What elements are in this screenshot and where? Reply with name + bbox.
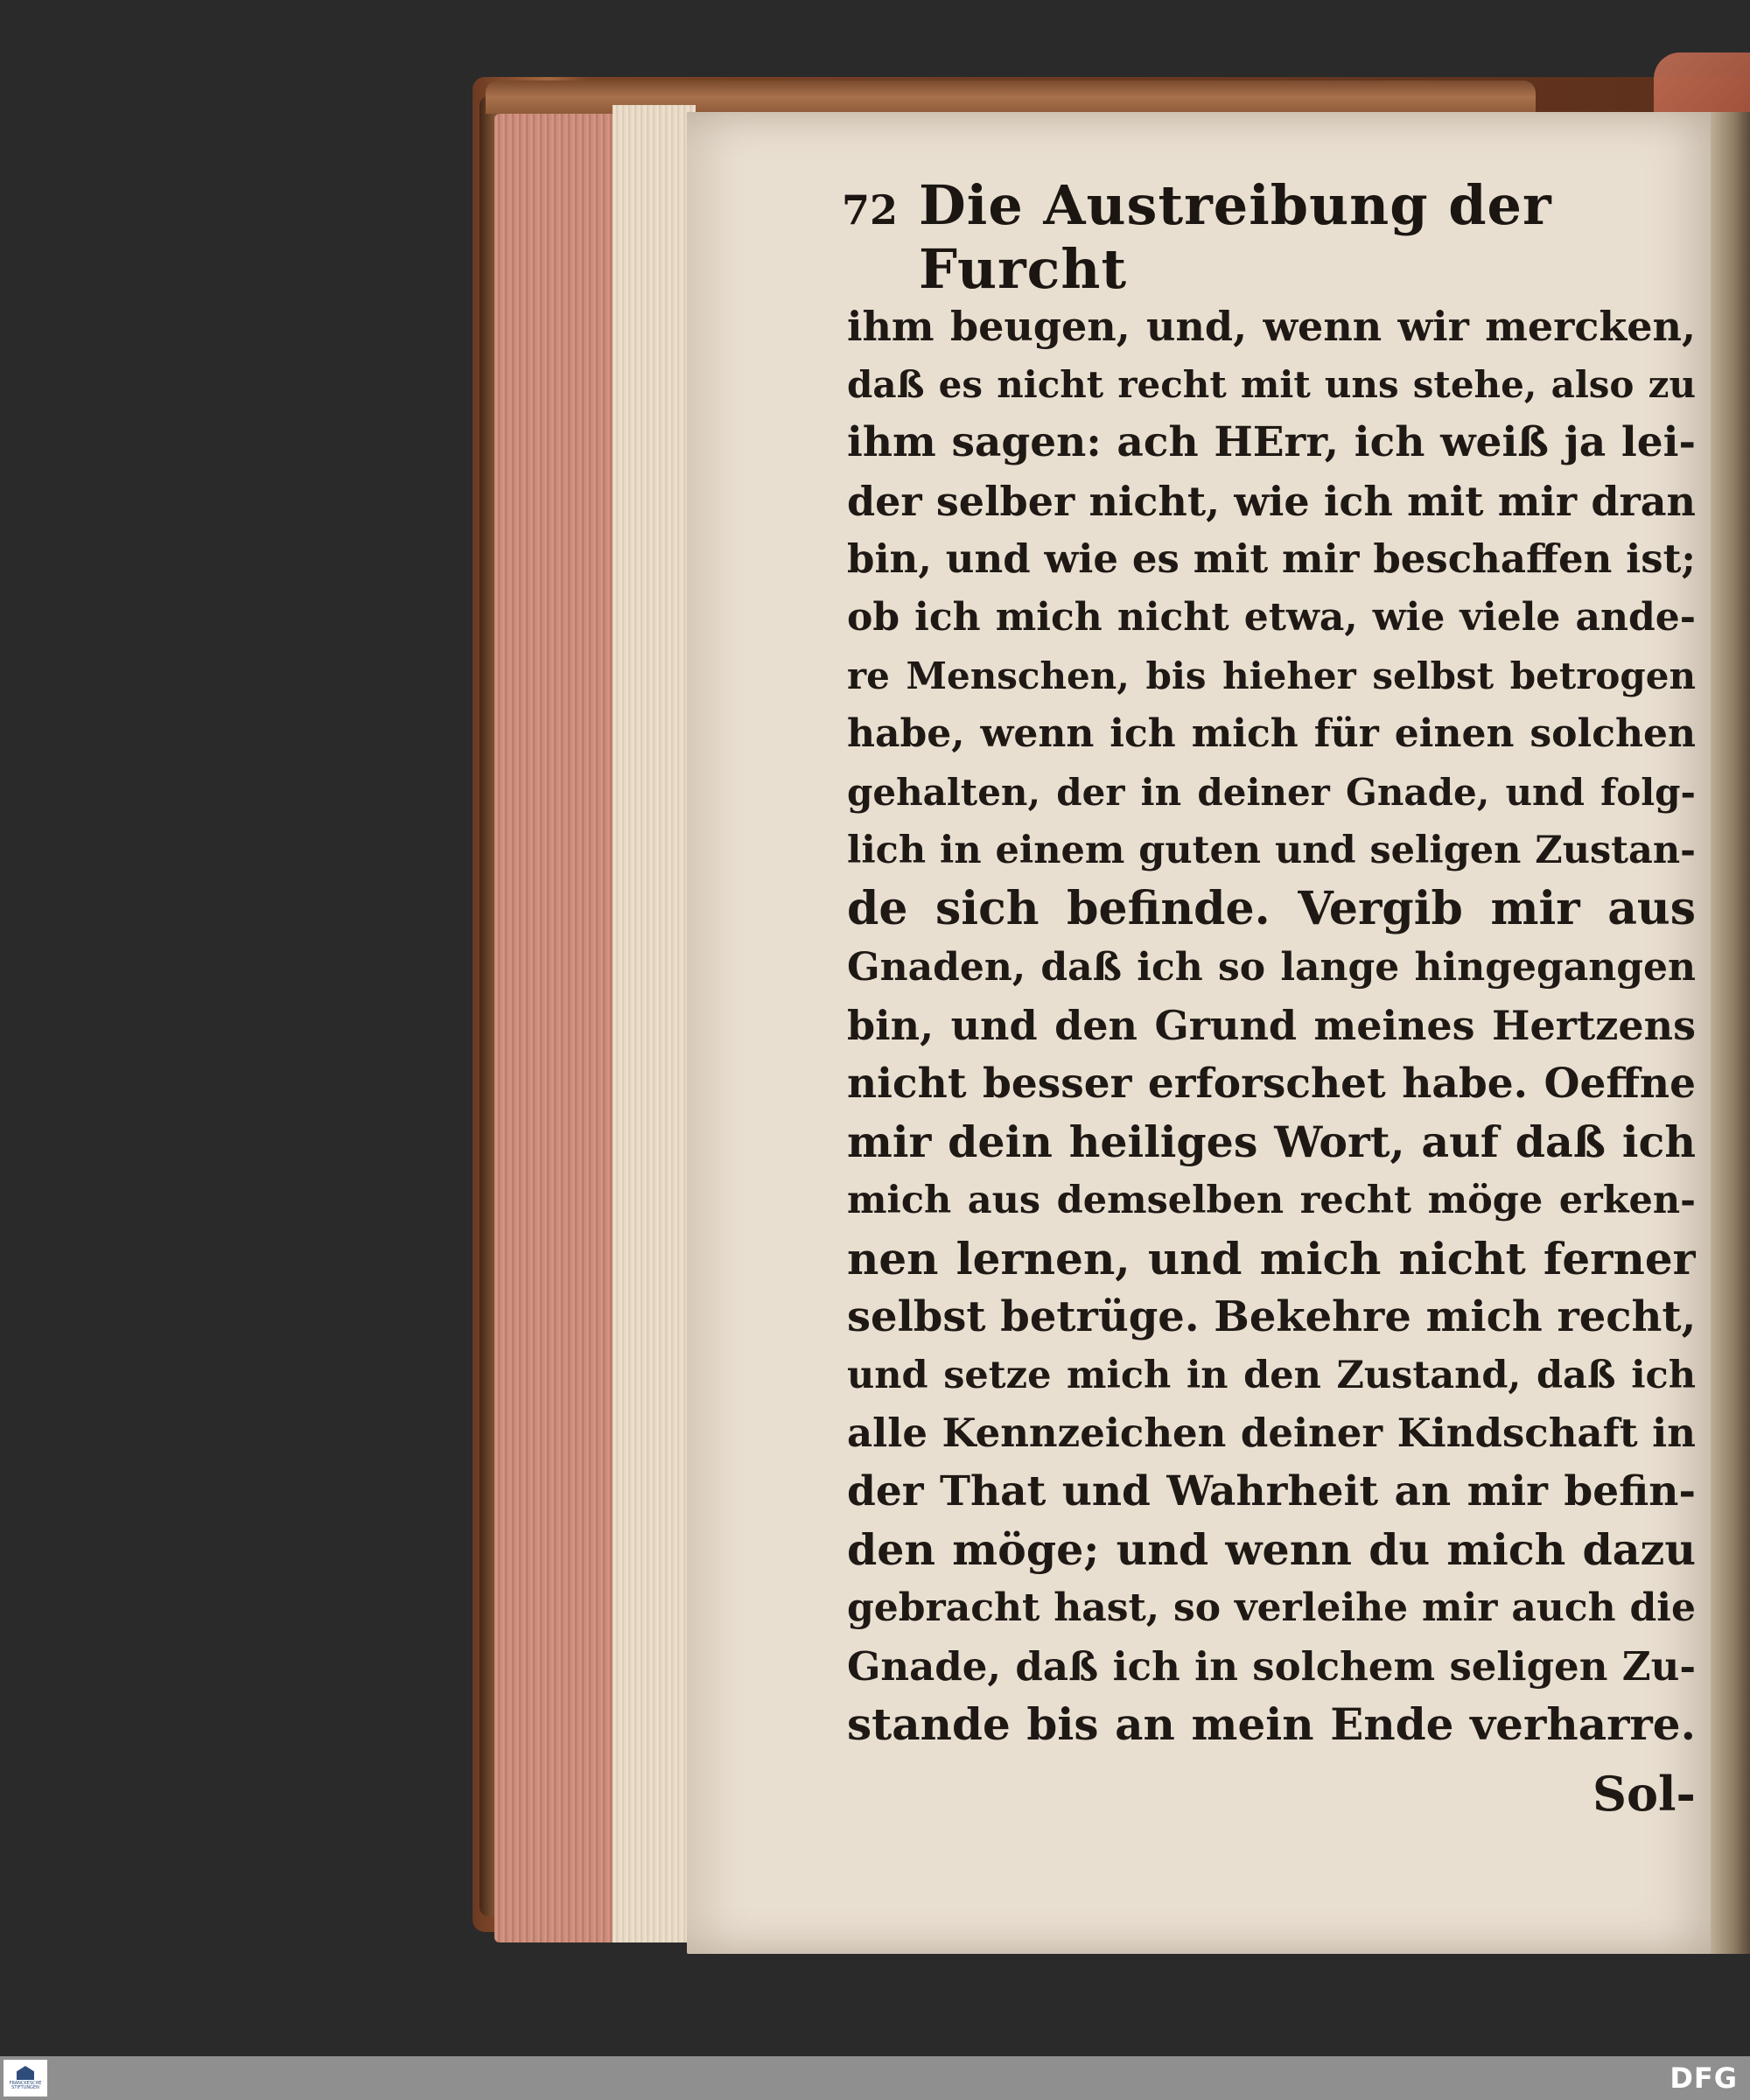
text-line: habe, wenn ich mich für einen solchen xyxy=(847,711,1696,757)
running-head xyxy=(842,173,1647,301)
catchword: Sol- xyxy=(1592,1766,1696,1822)
viewer-footer-bar xyxy=(0,2056,1750,2100)
text-line: Gnade, daß ich in solchem seligen Zu- xyxy=(847,1642,1696,1690)
page-number: 72 xyxy=(842,186,899,234)
text-line: ob ich mich nicht etwa, wie viele ande- xyxy=(847,594,1696,640)
text-line: und setze mich in den Zustand, daß ich xyxy=(847,1353,1696,1397)
running-head-title: Die Austreibung der Furcht xyxy=(919,173,1552,301)
text-line: den möge; und wenn du mich dazu xyxy=(847,1524,1696,1576)
text-line: lich in einem guten und seligen Zustan- xyxy=(847,829,1696,873)
page-stack-inner xyxy=(612,105,696,1942)
building-icon xyxy=(17,2066,34,2080)
page-gutter xyxy=(1711,112,1750,1954)
text-line: nen lernen, und mich nicht ferner xyxy=(847,1232,1696,1284)
text-line: gehalten, der in deiner Gnade, und folg- xyxy=(847,770,1696,814)
body-text xyxy=(847,298,1696,1754)
text-line: re Menschen, bis hieher selbst betrogen xyxy=(847,654,1696,697)
text-line: mich aus demselben recht möge erken- xyxy=(847,1178,1696,1222)
text-line: bin, und den Grund meines Hertzens xyxy=(847,1002,1696,1050)
text-line: gebracht hast, so verleihe mir auch die xyxy=(847,1586,1696,1631)
text-line: ihm beugen, und, wenn wir mercken, xyxy=(847,303,1696,350)
institution-logo[interactable] xyxy=(4,2060,47,2096)
text-line: bin, und wie es mit mir beschaffen ist; xyxy=(847,536,1696,583)
text-line: Gnaden, daß ich so lange hingegangen xyxy=(847,944,1696,990)
text-line: stande bis an mein Ende verharre. xyxy=(847,1698,1696,1751)
text-line: ihm sagen: ach HErr, ich weiß ja lei- xyxy=(847,418,1696,467)
text-line: mir dein heiliges Wort, auf daß ich xyxy=(847,1116,1696,1168)
logo-text: FRANCKESCHE STIFTUNGEN xyxy=(9,2081,42,2090)
dfg-logo[interactable]: DFG xyxy=(1670,2062,1738,2095)
text-line: der selber nicht, wie ich mit mir dran xyxy=(847,477,1696,525)
text-line: daß es nicht recht mit uns stehe, also zu xyxy=(847,362,1696,406)
text-line: selbst betrüge. Bekehre mich recht, xyxy=(847,1292,1696,1342)
text-line: der That und Wahrheit an mir befin- xyxy=(847,1466,1696,1516)
text-line: de sich befinde. Vergib mir aus xyxy=(847,881,1696,935)
text-line: alle Kennzeichen deiner Kindschaft in xyxy=(847,1410,1696,1457)
text-line: nicht besser erforschet habe. Oeffne xyxy=(847,1059,1696,1108)
bookmark-ribbon xyxy=(1654,52,1750,114)
